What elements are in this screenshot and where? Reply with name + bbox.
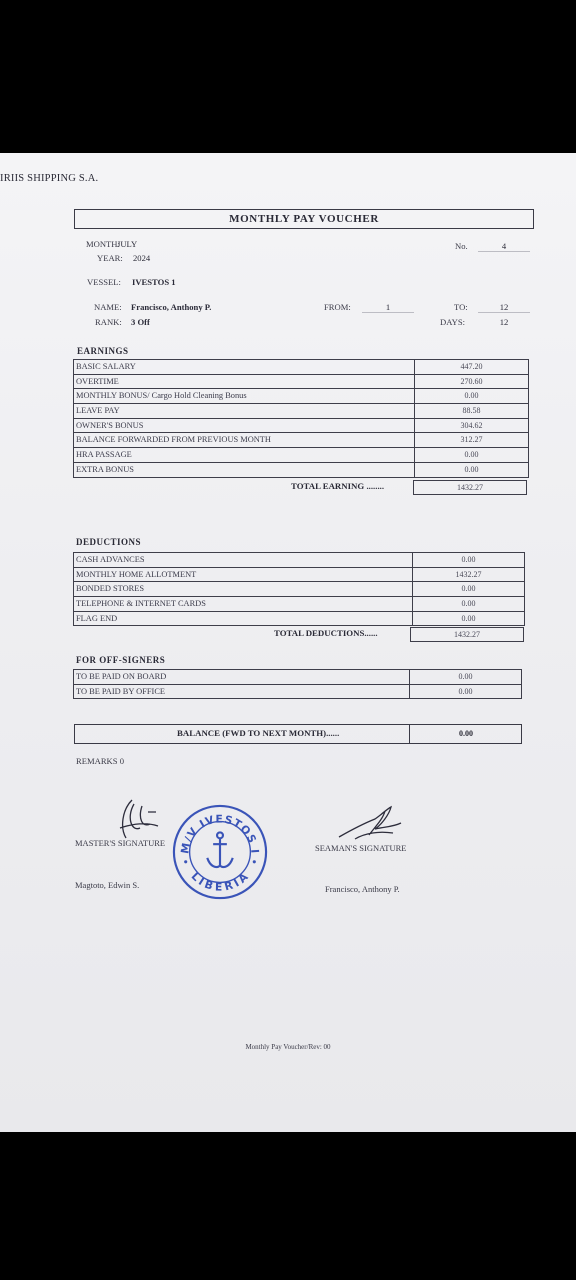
month-label: MONTH: (86, 239, 120, 249)
days-label: DAYS: (440, 317, 465, 327)
row-label: BALANCE FORWARDED FROM PREVIOUS MONTH (74, 433, 415, 448)
row-label: MONTHLY HOME ALLOTMENT (74, 567, 413, 582)
row-amount: 0.00 (413, 582, 525, 597)
to-label: TO: (454, 302, 468, 312)
no-label: No. (455, 241, 468, 251)
vessel-stamp (171, 803, 269, 901)
row-label: LEAVE PAY (74, 404, 415, 419)
row-amount: 0.00 (415, 462, 529, 477)
row-amount: 0.00 (415, 389, 529, 404)
row-label: BASIC SALARY (74, 360, 415, 375)
total-earning-value: 1432.27 (413, 480, 527, 495)
table-row (74, 611, 525, 626)
table-row (74, 582, 525, 597)
table-row (74, 389, 529, 404)
stamp-bottom-text: LIBERIA (188, 869, 252, 894)
balance-label: BALANCE (FWD TO NEXT MONTH)...... (177, 728, 340, 738)
row-amount: 1432.27 (413, 567, 525, 582)
table-row (74, 448, 529, 463)
voucher-document (0, 153, 576, 1132)
master-signature-label: MASTER'S SIGNATURE (75, 838, 166, 848)
anchor-icon (207, 832, 232, 867)
earnings-heading: EARNINGS (77, 346, 129, 356)
row-amount: 0.00 (410, 684, 522, 699)
table-row (74, 684, 522, 699)
table-row (74, 462, 529, 477)
total-earning-label: TOTAL EARNING ........ (291, 481, 385, 491)
company-name: IRIIS SHIPPING S.A. (0, 173, 99, 184)
row-label: OVERTIME (74, 374, 415, 389)
row-amount: 447.20 (415, 360, 529, 375)
svg-text:LIBERIA (189, 870, 252, 894)
row-amount: 0.00 (413, 553, 525, 568)
off-signers-heading: FOR OFF-SIGNERS (76, 655, 166, 665)
total-deductions-label: TOTAL DEDUCTIONS...... (274, 628, 378, 638)
master-signature-scribble (112, 798, 164, 843)
table-row (74, 433, 529, 448)
row-label: OWNER'S BONUS (74, 418, 415, 433)
row-label: TO BE PAID ON BOARD (74, 670, 410, 685)
row-amount: 304.62 (415, 418, 529, 433)
row-amount: 270.60 (415, 374, 529, 389)
vessel-value: IVESTOS 1 (132, 277, 176, 287)
seaman-signature-scribble (335, 805, 410, 845)
table-row (74, 670, 522, 685)
days-value: 12 (499, 317, 509, 327)
deductions-heading: DEDUCTIONS (76, 537, 142, 547)
table-row (74, 567, 525, 582)
table-row (74, 597, 525, 612)
off-signers-table (73, 669, 522, 699)
from-value: 1 (362, 302, 414, 313)
title-box (74, 209, 534, 229)
row-label: BONDED STORES (74, 582, 413, 597)
rank-label: RANK: (95, 317, 122, 327)
row-amount: 312.27 (415, 433, 529, 448)
no-value: 4 (478, 241, 530, 252)
year-value: 2024 (133, 253, 151, 263)
table-row (74, 553, 525, 568)
row-label: TELEPHONE & INTERNET CARDS (74, 597, 413, 612)
balance-box (74, 724, 522, 744)
earnings-table (73, 359, 529, 478)
balance-value: 0.00 (409, 725, 522, 743)
year-label: YEAR: (97, 253, 123, 263)
row-amount: 88.58 (415, 404, 529, 419)
row-amount: 0.00 (415, 448, 529, 463)
row-label: TO BE PAID BY OFFICE (74, 684, 410, 699)
table-row (74, 418, 529, 433)
seaman-name: Francisco, Anthony P. (325, 884, 400, 894)
row-amount: 0.00 (413, 597, 525, 612)
table-row (74, 360, 529, 375)
voucher-title: MONTHLY PAY VOUCHER (229, 213, 379, 225)
rank-value: 3 Off (131, 317, 150, 327)
vessel-label: VESSEL: (87, 277, 121, 287)
table-row (74, 374, 529, 389)
row-label: CASH ADVANCES (74, 553, 413, 568)
row-label: FLAG END (74, 611, 413, 626)
form-footer: Monthly Pay Voucher/Rev: 00 (245, 1043, 331, 1051)
row-amount: 0.00 (413, 611, 525, 626)
from-label: FROM: (324, 302, 351, 312)
name-value: Francisco, Anthony P. (131, 302, 212, 312)
row-label: HRA PASSAGE (74, 448, 415, 463)
name-label: NAME: (94, 302, 122, 312)
remarks: REMARKS 0 (76, 756, 124, 766)
deductions-table (73, 552, 525, 626)
month-value: JULY (117, 239, 138, 249)
row-label: MONTHLY BONUS/ Cargo Hold Cleaning Bonus (74, 389, 415, 404)
table-row (74, 404, 529, 419)
total-deductions-value: 1432.27 (410, 627, 524, 642)
stamp-top-text: M/V IVESTOS I (178, 812, 262, 855)
master-name: Magtoto, Edwin S. (75, 880, 140, 890)
row-amount: 0.00 (410, 670, 522, 685)
to-value: 12 (478, 302, 530, 313)
seaman-signature-label: SEAMAN'S SIGNATURE (315, 843, 407, 853)
row-label: EXTRA BONUS (74, 462, 415, 477)
